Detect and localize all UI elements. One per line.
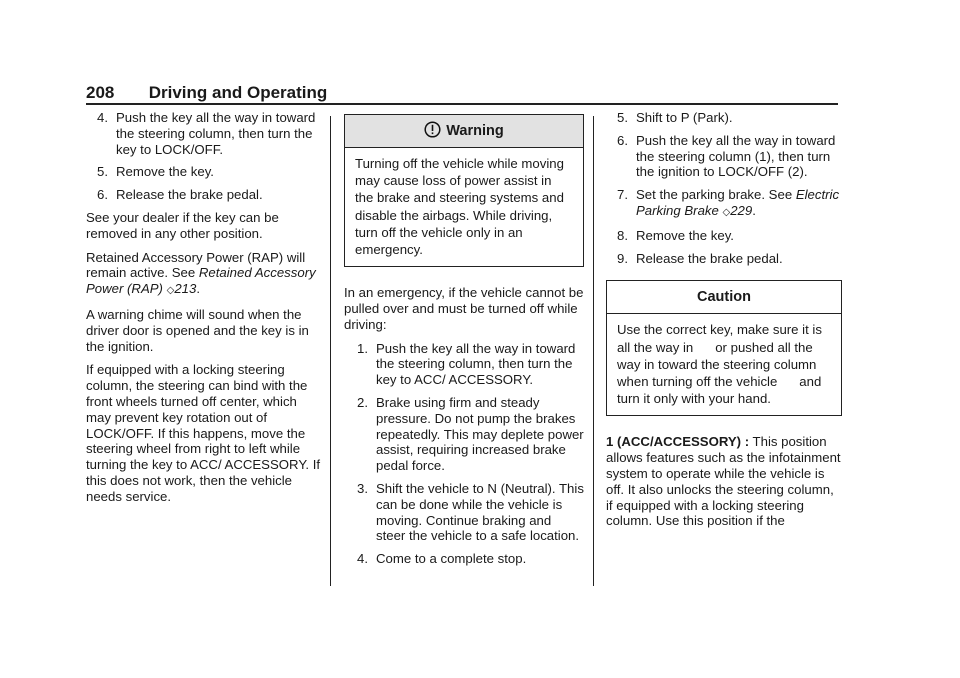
paragraph-acc: 1 (ACC/ACCESSORY) : This position allows features such as the infotainment system to operate while the vehicle is off. It also unlocks the steering column, if equipped with a locking steering column. Use this position if the: [606, 434, 841, 529]
caution-header: [607, 281, 841, 314]
acc-label: 1 (ACC/ACCESSORY) :: [606, 434, 750, 450]
list-item: 4. Come to a complete stop.: [357, 551, 527, 567]
list-item: 1. Push the key all the way in toward the steering column, then turn the key to ACC/ ACCESSORY.: [357, 340, 576, 388]
list-item: 5. Remove the key.: [97, 164, 214, 180]
page-ref-icon: ◇: [722, 206, 731, 218]
paragraph-dealer: See your dealer if the key can be removed in any other position.: [86, 209, 279, 241]
caution-box: [606, 280, 842, 416]
paragraph-locking: If equipped with a locking steering column, the steering can bind with the front wheels turned off center, which may prevent key rotation out of LOCK/OFF. If this happens, move the steering wheel from right to left while turning the key to ACC/ ACCESSORY. If this does not work, then the vehicle needs service.: [86, 362, 321, 504]
caution-body: Use the correct key, make sure it is all the way in or pushed all the way in toward the steering column when turning off the vehicle and turn it only with your hand.: [617, 322, 826, 407]
paragraph-chime: A warning chime will sound when the driver door is opened and the key is in the ignition.: [86, 306, 309, 354]
column-divider: [330, 116, 331, 586]
column-3: [606, 110, 842, 537]
warning-header: [345, 115, 583, 148]
list-item: 6. Push the key all the way in toward the steering column (1), then turn the ignition to LOCK/OFF (2).: [617, 132, 836, 180]
page-header: [86, 82, 838, 104]
rap-link[interactable]: Retained Accessory Power (RAP): [86, 265, 316, 297]
list-item: 6. Release the brake pedal.: [97, 187, 263, 203]
list-item: 2. Brake using firm and steady pressure. Do not pump the brakes repeatedly. This may deplete power assist, requiring increased brake pedal force.: [357, 395, 584, 474]
list-item: 5. Shift to P (Park).: [617, 110, 733, 125]
warning-box: [344, 114, 584, 267]
caution-title: Caution: [697, 289, 751, 306]
page-number: 208: [86, 83, 115, 102]
list-item: 4. Push the key all the way in toward the steering column, then turn the key to LOCK/OFF.: [97, 110, 316, 157]
warning-title: Warning: [446, 123, 504, 139]
column-divider: [593, 116, 594, 586]
parking-brake-link[interactable]: Electric Parking Brake: [636, 187, 840, 218]
rap-page-ref[interactable]: 213: [174, 281, 197, 297]
list-item: 8. Remove the key.: [617, 227, 734, 243]
header-rule: [86, 103, 838, 105]
column-1: [86, 110, 322, 513]
list-item: 9. Release the brake pedal.: [617, 250, 783, 266]
paragraph-rap: Retained Accessory Power (RAP) will remain active. See Retained Accessory Power (RAP) ◇213.: [86, 249, 316, 297]
list-item: 3. Shift the vehicle to N (Neutral). This can be done while the vehicle is moving. Continue braking and steer the vehicle to a safe location.: [357, 480, 584, 544]
warning-icon: [424, 118, 441, 150]
list-item: 7. Set the parking brake. See Electric Parking Brake ◇229.: [617, 187, 840, 218]
page-ref-icon: ◇: [166, 285, 175, 297]
parking-brake-page-ref[interactable]: 229: [730, 202, 753, 218]
column-2: [344, 110, 584, 574]
paragraph-emergency: In an emergency, if the vehicle cannot be pulled over and must be turned off while driving:: [344, 285, 584, 332]
warning-body: Turning off the vehicle while moving may cause loss of power assist in the brake and steering systems and disable the airbags. While driving, turn off the vehicle only in an emergency.: [355, 156, 564, 258]
section-title: Driving and Operating: [148, 83, 328, 102]
